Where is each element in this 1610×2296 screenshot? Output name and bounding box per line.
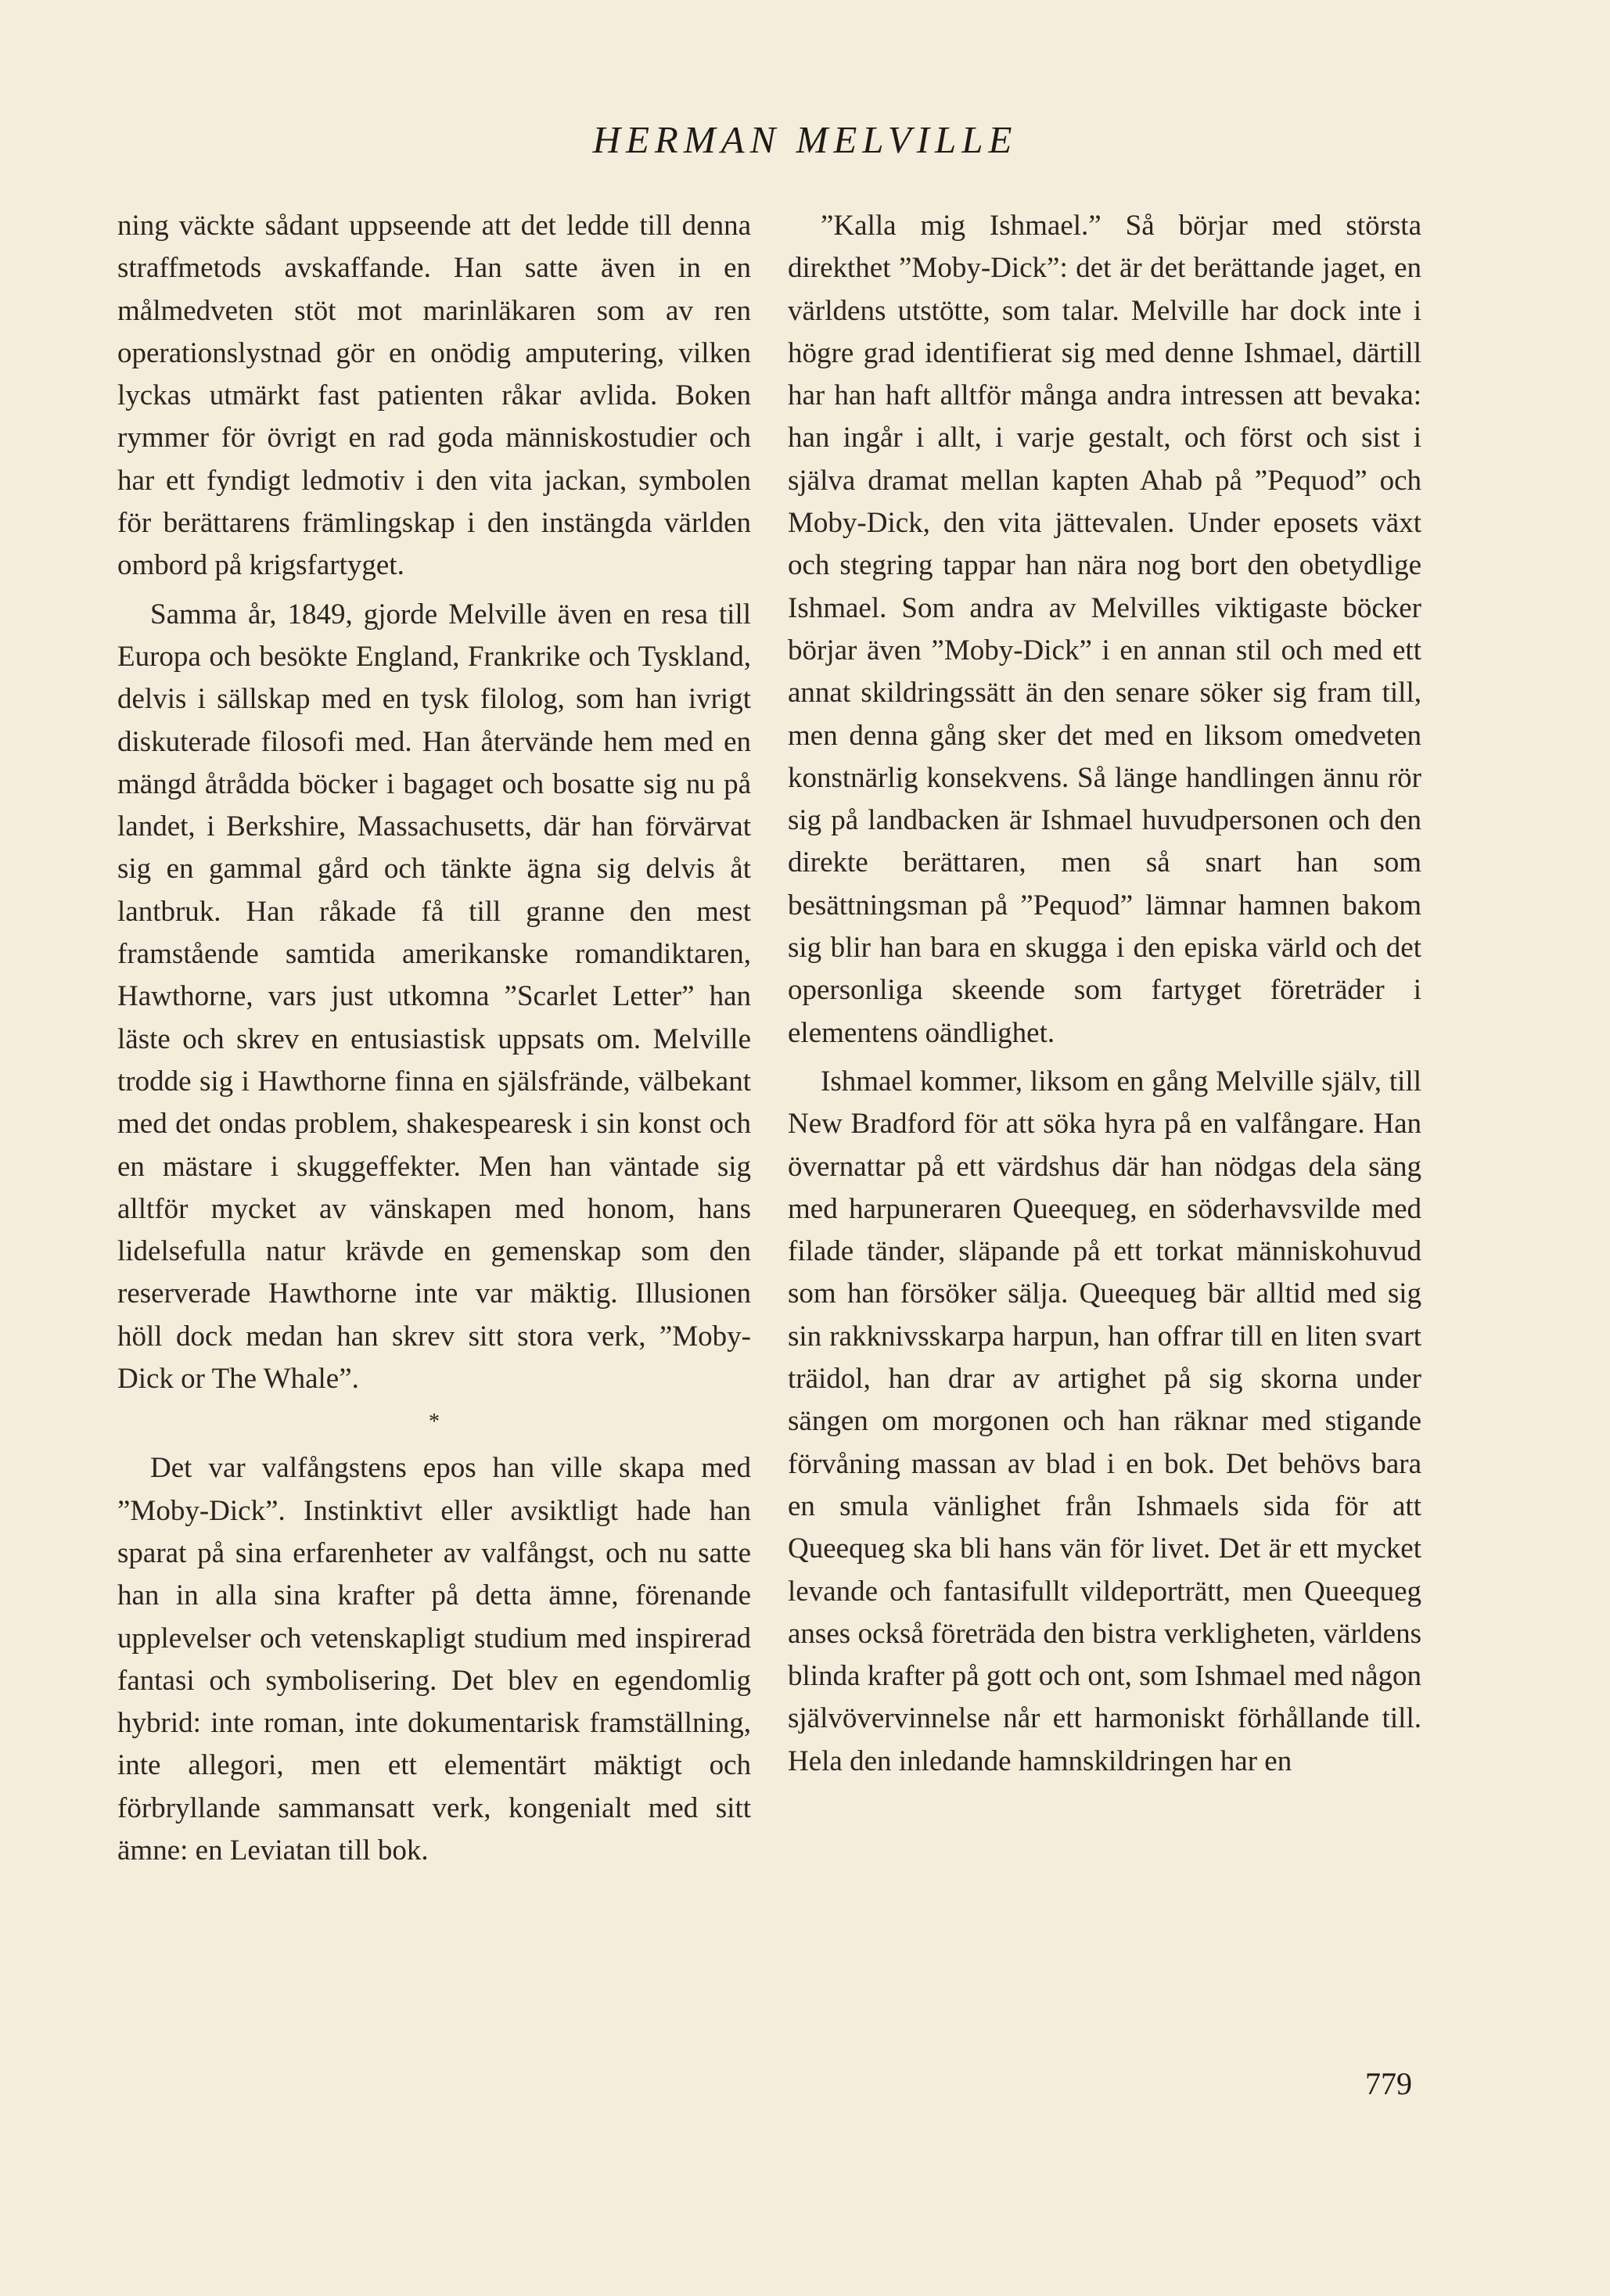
paragraph-right-1: ”Kalla mig Ishmael.” Så börjar med största direkthet ”Moby-Dick”: det är det berättande jaget, en världens utstötte, som talar. Melville har dock inte i högre grad identifierat sig med denne Ishmael, därtill har han haft alltför många andra intressen att bevaka: han ingår i allt, i varje gestalt, och först och sist i själva dramat mellan kapten Ahab på ”Pequod” och Moby-Dick, den vita jättevalen. Under eposets växt och stegring tappar han nära nog bort den obetydlige Ishmael. Som andra av Melvilles viktigaste böcker börjar även ”Moby-Dick” i en annan stil och med ett annat skildringssätt än den senare söker sig fram till, men denna gång sker det med en liksom omedveten konstnärlig konsekvens. Så länge handlingen ännu rör sig på landbacken är Ishmael huvudpersonen och den direkte berättaren, men så snart han som besättningsman på ”Pequod” lämnar hamnen bakom sig blir han bara en skugga i den episka värld och det opersonliga skeende som fartyget företräder i elementens oändlighet.	[788, 210, 1421, 1049]
paragraph-left-3: Det var valfångstens epos han ville skapa med ”Moby-Dick”. Instinktivt eller avsiktligt hade han sparat på sina erfarenheter av valfångst, och nu satte han in alla sina krafter på detta ämne, förenande upplevelser och vetenskapligt studium med inspirerad fantasi och symbolisering. Det blev en egendomlig hybrid: inte roman, inte dokumentarisk framställning, inte allegori, men ett elementärt mäktigt och förbryllande sammansatt verk, kongenialt med sitt ämne: en Leviatan till bok.	[117, 1452, 751, 1867]
paragraph-right-2: Ishmael kommer, liksom en gång Melville själv, till New Bradford för att söka hyra på en valfångare. Han övernattar på ett värdshus där han nödgas dela säng med harpuneraren Queequeg, en söderhavsvilde med filade tänder, släpande på ett torkat människohuvud som han försöker sälja. Queequeg bär alltid med sig sin rakknivsskarpa harpun, han offrar till en liten svart träidol, han drar av artighet på sig skorna under sängen om morgonen och han räknar med stigande förvåning massan av blad i en bok. Det behövs bara en smula vänlighet från Ishmaels sida för att Queequeg ska bli hans vän för livet. Det är ett mycket levande och fantasifullt vildeporträtt, men Queequeg anses också företräda den bistra verkligheten, världens blinda krafter på gott och ont, som Ishmael med någon självövervinnelse når ett harmoniskt förhållande till. Hela den inledande hamnskildringen har en	[788, 1065, 1421, 1777]
left-column	[117, 205, 751, 1872]
right-column	[788, 205, 1421, 1783]
paragraph-left-1: ning väckte sådant uppseende att det ledde till denna straffmetods avskaffande. Han satte även in en målmedveten stöt mot marinläkaren som av ren operationslystnad gör en onödig amputering, vilken lyckas utmärkt fast patienten råkar avlida. Boken rymmer för övrigt en rad goda människostudier och har ett fyndigt ledmotiv i den vita jackan, symbolen för berättarens främlingskap i den instängda världen ombord på krigsfartyget.	[117, 210, 751, 582]
page-number: 779	[1365, 2066, 1412, 2101]
paragraph-left-2: Samma år, 1849, gjorde Melville även en resa till Europa och besökte England, Frankrike och Tyskland, delvis i sällskap med en tysk filolog, som han ivrigt diskuterade filosofi med. Han återvände hem med en mängd åtrådda böcker i bagaget och bosatte sig nu på landet, i Berkshire, Massachusetts, där han förvärvat sig en gammal gård och tänkte ägna sig delvis åt lantbruk. Han råkade få till granne den mest framstående samtida amerikanske romandiktaren, Hawthorne, vars just utkomna ”Scarlet Letter” han läste och skrev en entusiastisk uppsats om. Melville trodde sig i Hawthorne finna en själsfrände, välbekant med det ondas problem, shakespearesk i sin konst och en mästare i skuggeffekter. Men han väntade sig alltför mycket av vänskapen med honom, hans lidelsefulla natur krävde en gemenskap som den reserverade Hawthorne inte var mäktig. Illusionen höll dock medan han skrev sitt stora verk, ”Moby-Dick or The Whale”.	[117, 598, 751, 1396]
running-head: HERMAN MELVILLE	[592, 118, 1018, 161]
section-break-asterisk: *	[429, 1410, 440, 1435]
